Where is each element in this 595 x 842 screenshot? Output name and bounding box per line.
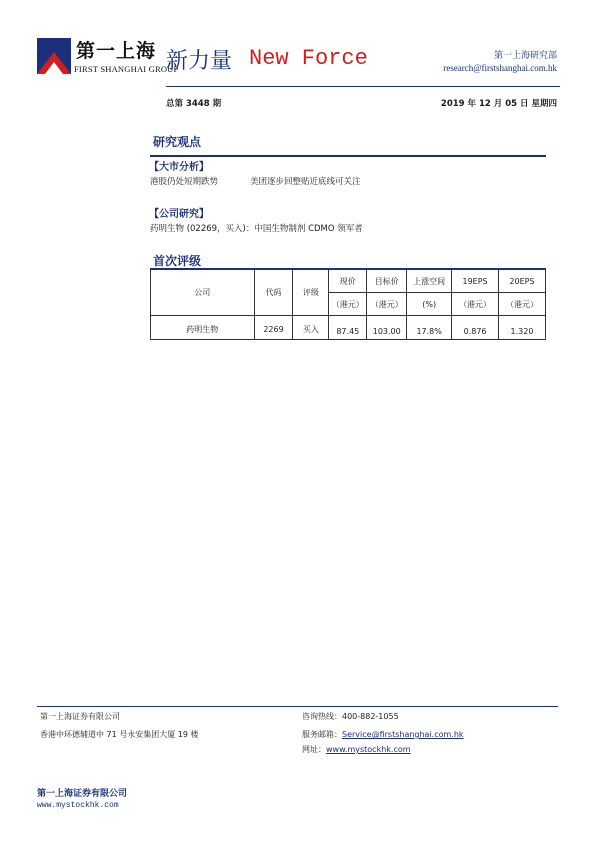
rating-table xyxy=(150,269,546,340)
site-label: 网址： xyxy=(302,745,326,754)
footer-service xyxy=(302,729,464,740)
market-item[interactable]: 港股仍处短期跌势 xyxy=(150,177,219,187)
header-upside: 上涨空间 xyxy=(407,270,452,293)
newsletter-title-en: New Force xyxy=(249,46,368,71)
table-row xyxy=(151,316,546,340)
unit-eps19: （港元） xyxy=(452,293,499,316)
footer-company: 第一上海证券有限公司 xyxy=(40,712,120,721)
logo-english-name: FIRST SHANGHAI GROUP xyxy=(74,64,179,74)
newsletter-title-cn: 新力量 xyxy=(166,49,233,74)
research-dept: 第一上海研究部 xyxy=(493,51,557,61)
section-title-research: 研究观点 xyxy=(153,135,202,149)
service-label: 服务邮箱： xyxy=(302,730,342,739)
header-price: 现价 xyxy=(329,270,367,293)
cell-code: 2269 xyxy=(254,316,293,340)
header-company: 公司 xyxy=(151,270,255,316)
cell-target: 103.00 xyxy=(367,316,407,340)
market-item[interactable]: 美团逐步回整贴近底线可关注 xyxy=(250,177,361,187)
market-analysis-title: 【大市分析】 xyxy=(149,162,209,173)
footer-hotline: 咨询热线：400-882-1055 xyxy=(302,712,399,721)
cell-company: 药明生物 xyxy=(151,316,255,340)
issue-number: 总第 3448 期 xyxy=(166,99,222,109)
bottom-website-link[interactable]: www.mystockhk.com xyxy=(37,801,119,810)
header-code: 代码 xyxy=(254,270,293,316)
footer-address: 香港中环德辅道中 71 号永安集团大厦 19 楼 xyxy=(40,730,199,739)
service-email-link[interactable]: Service@firstshanghai.com.hk xyxy=(342,730,464,739)
header-target: 目标价 xyxy=(367,270,407,293)
header-eps20: 20EPS xyxy=(499,270,546,293)
cell-eps19: 0.876 xyxy=(452,316,499,340)
footer-divider xyxy=(37,706,558,707)
section-divider xyxy=(150,155,546,157)
bottom-company-name: 第一上海证券有限公司 xyxy=(37,789,128,799)
logo-chinese-name: 第一上海 xyxy=(76,40,157,62)
company-research-title: 【公司研究】 xyxy=(149,209,209,220)
header-rating: 评级 xyxy=(293,270,329,316)
cell-rating: 买入 xyxy=(293,316,329,340)
unit-eps20: （港元） xyxy=(499,293,546,316)
website-link[interactable]: www.mystockhk.com xyxy=(326,745,411,754)
research-email[interactable]: research@firstshanghai.com.hk xyxy=(443,63,557,73)
header-divider xyxy=(166,86,560,87)
unit-target: （港元） xyxy=(367,293,407,316)
cell-upside: 17.8% xyxy=(407,316,452,340)
header-eps19: 19EPS xyxy=(452,270,499,293)
footer-website xyxy=(302,744,411,755)
unit-upside: (%) xyxy=(407,293,452,316)
unit-price: （港元） xyxy=(329,293,367,316)
company-item[interactable]: 药明生物 (02269，买入)：中国生物制剂 CDMO 领军者 xyxy=(150,224,363,234)
section-title-rating: 首次评级 xyxy=(153,254,202,268)
cell-price: 87.45 xyxy=(329,316,367,340)
company-logo-icon xyxy=(37,38,71,74)
issue-date: 2019 年 12 月 05 日 星期四 xyxy=(440,99,557,109)
cell-eps20: 1.320 xyxy=(499,316,546,340)
